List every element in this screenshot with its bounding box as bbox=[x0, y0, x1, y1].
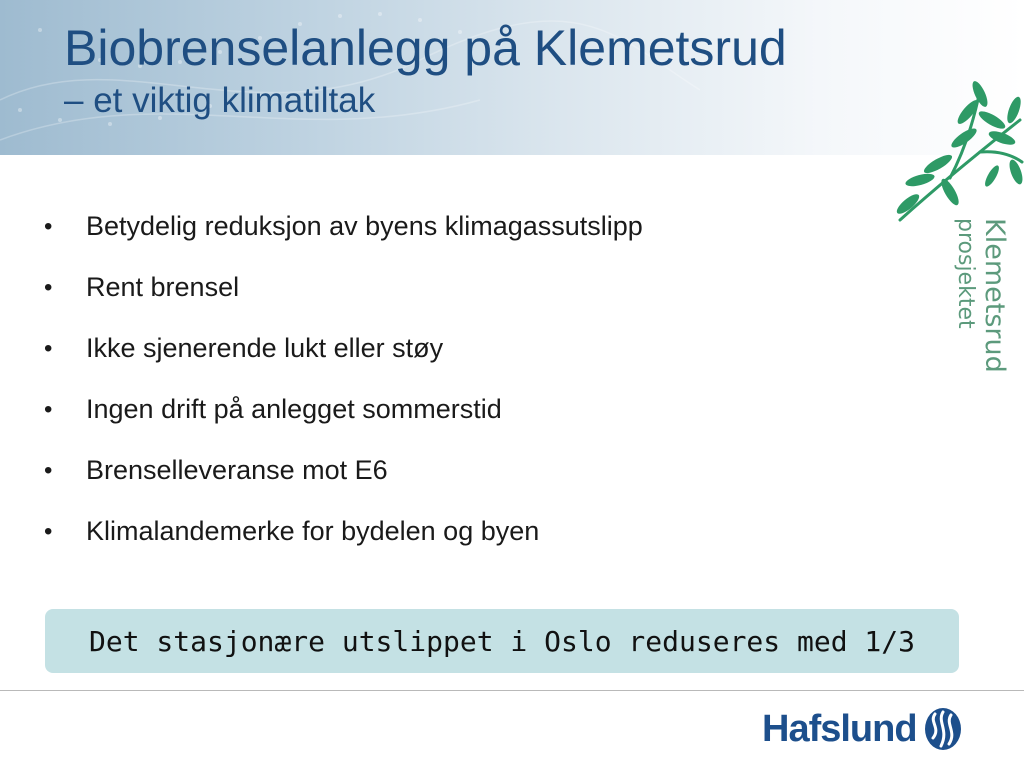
slide-subtitle: – et viktig klimatiltak bbox=[64, 81, 376, 120]
leaf-branch-icon bbox=[880, 80, 1024, 230]
bullet-text: Brenselleveranse mot E6 bbox=[86, 455, 388, 485]
hafslund-logo bbox=[762, 704, 965, 754]
highlight-callout bbox=[45, 609, 959, 673]
bullet-dot: • bbox=[44, 518, 53, 545]
bullet-text: Ikke sjenerende lukt eller støy bbox=[86, 333, 444, 363]
bullet-text: Betydelig reduksjon av byens klimagassutslipp bbox=[86, 211, 643, 241]
bullet-item bbox=[44, 196, 643, 257]
bullet-list bbox=[44, 196, 643, 562]
bullet-item bbox=[44, 501, 643, 562]
logo-line-2: prosjektet bbox=[953, 218, 978, 329]
footer-divider bbox=[0, 690, 1024, 691]
bullet-dot: • bbox=[44, 335, 53, 362]
bullet-item bbox=[44, 379, 643, 440]
bullet-dot: • bbox=[44, 213, 53, 240]
callout-text: Det stasjonære utslippet i Oslo reduseres med 1/3 bbox=[88, 624, 915, 658]
hafslund-swirl-icon bbox=[921, 706, 965, 752]
bullet-text: Rent brensel bbox=[86, 272, 240, 302]
bullet-text: Ingen drift på anlegget sommerstid bbox=[86, 394, 502, 424]
brand-name: Hafslund bbox=[762, 708, 917, 750]
klemetsrud-logo-text bbox=[952, 218, 1010, 373]
bullet-dot: • bbox=[44, 274, 53, 301]
bullet-item bbox=[44, 257, 643, 318]
bullet-text: Klimalandemerke for bydelen og byen bbox=[86, 516, 540, 546]
logo-line-1: Klemetsrud bbox=[979, 218, 1010, 373]
bullet-dot: • bbox=[44, 457, 53, 484]
slide-title: Biobrenselanlegg på Klemetsrud bbox=[64, 20, 787, 76]
bullet-dot: • bbox=[44, 396, 53, 423]
bullet-item bbox=[44, 440, 643, 501]
bullet-item bbox=[44, 318, 643, 379]
